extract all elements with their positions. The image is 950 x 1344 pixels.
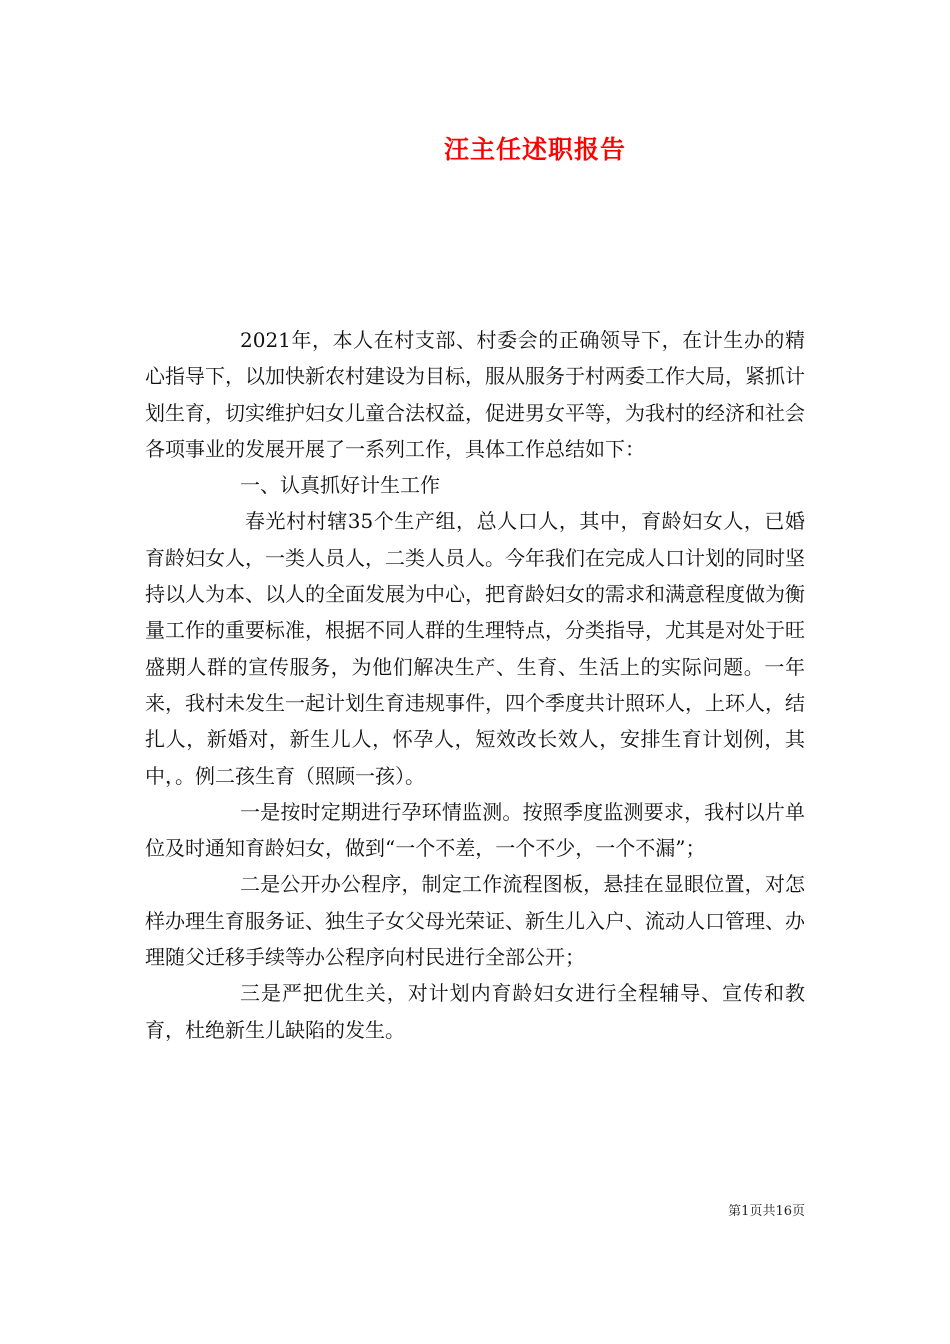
body-paragraph: 春光村村辖35个生产组，总人口人，其中，育龄妇女人，已婚育龄妇女人，一类人员人，二类人员人。今年我们在完成人口计划的同时坚持以人为本、以人的全面发展为中心，把育龄妇女的需求和满意程度做为衡量工作的重要标准，根据不同人群的生理特点，分类指导，尤其是对处于旺盛期人群的宣传服务，为他们解决生产、生育、生活上的实际问题。一年来，我村未发生一起计划生育违规事件，四个季度共计照环人，上环人，结扎人，新婚对，新生儿人，怀孕人，短效改长效人，安排生育计划例，其中，。例二孩生育（照顾一孩）。	[145, 509, 805, 788]
page-number: 第1页共16页	[728, 1204, 805, 1219]
intro-paragraph: 2021年，本人在村支部、村委会的正确领导下，在计生办的精心指导下，以加快新农村建设为目标，服从服务于村两委工作大局，紧抓计划生育，切实维护妇女儿童合法权益，促进男女平等，为我村的经济和社会各项事业的发展开展了一系列工作，具体工作总结如下：	[145, 328, 805, 461]
section-heading: 一、认真抓好计生工作	[240, 473, 440, 498]
body-paragraph: 三是严把优生关，对计划内育龄妇女进行全程辅导、宣传和教育，杜绝新生儿缺陷的发生。	[145, 981, 805, 1042]
body-paragraph: 二是公开办公程序，制定工作流程图板，悬挂在显眼位置，对怎样办理生育服务证、独生子女父母光荣证、新生儿入户、流动人口管理、办理随父迁移手续等办公程序向村民进行全部公开；	[145, 872, 805, 970]
document-body	[145, 322, 805, 1048]
document-title: 汪主任述职报告	[443, 135, 626, 164]
body-paragraph: 一是按时定期进行孕环情监测。按照季度监测要求，我村以片单位及时通知育龄妇女，做到“一个不差，一个不少，一个不漏”；	[145, 799, 805, 861]
